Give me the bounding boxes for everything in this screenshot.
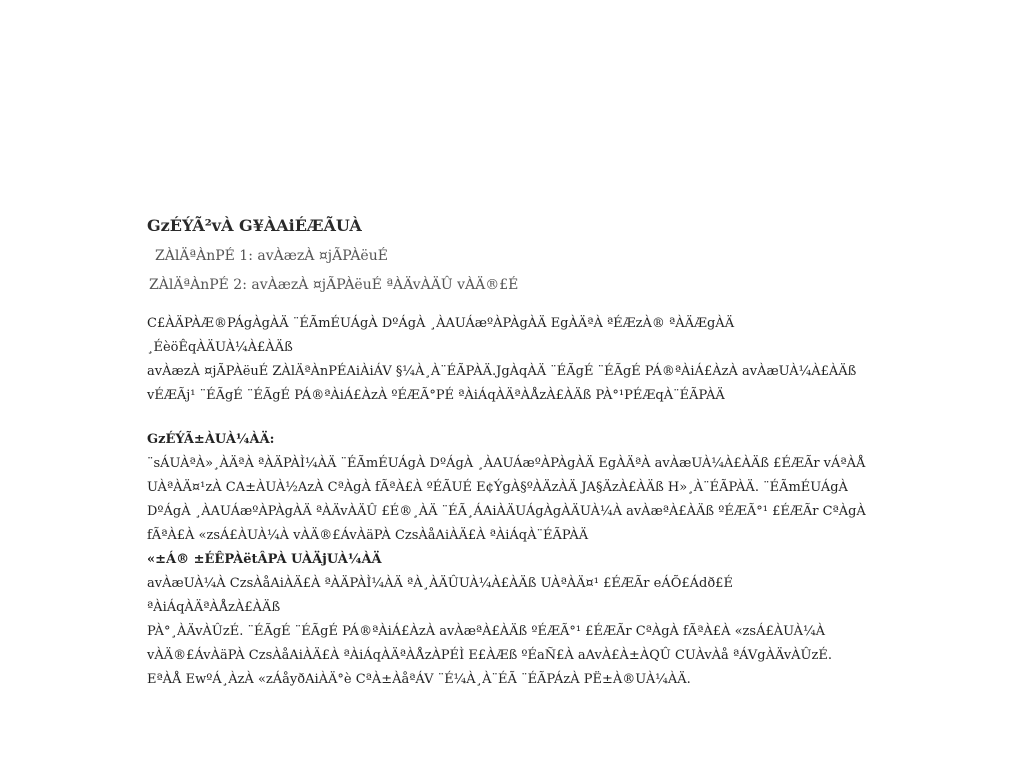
section-heading: GzÉÝÃ±ÀUÀ¼ÀÄ: [147,432,275,447]
intro-paragraph [147,312,867,408]
intro-line: vÉÆÃj¹ ¨ÉÃgÉ ¨ÉÃgÉ PÁ®ªÀiÁ£ÀzÀ ºÉÆÃ°PÉ ªÀiÁqÀÄªÀÅzÀ£ÀÄß PÀ°¹PÉÆqÀ¨ÉÃPÀÄ [147,388,725,403]
body-line: EªÀÅ EwºÁ¸ÀzÀ «zÁåyðAiÀÄ°è CªÀ±ÀåªÁV ¨É¼À¸À¨ÉÃ ¨ÉÃPÁzÀ PË±À®UÀ¼ÀÄ. [147,672,691,687]
subheading-line: «±Á® ±ÉÊPÀëtÂPÀ UÀÄjUÀ¼ÀÄ [147,552,382,567]
document-page [147,214,867,692]
activity-1-line: ZÀlÄªÀnPÉ 1: avÀæzÀ ¤jÃPÀëuÉ [155,248,388,264]
intro-line: avÀæzÀ ¤jÃPÀëuÉ ZÀlÄªÀnPÉAiÀiÁV §¼À¸À¨ÉÃPÀÄ.JgÀqÀÄ ¨ÉÃgÉ ¨ÉÃgÉ PÁ®ªÀiÁ£ÀzÀ avÀæUÀ¼À£ÀÄß [147,364,857,379]
objectives-paragraph [147,452,867,692]
body-line: DºÁgÀ ¸ÀAUÁæºÀPÀgÀÄ ªÀÄvÀÄÛ £É®¸ÀÄ ¨ÉÃ¸ÁAiÀÄUÁgÀgÀÄUÀ¼À avÀæªÀ£ÀÄß ºÉÆÃ°¹ £ÉÆÃr CªÀgÀ [147,504,866,519]
body-line: fÃªÀ£À «zsÁ£ÀUÀ¼À vÀÄ®£ÁvÀäPÀ CzsÀåAiÀÄ£À ªÀiÁqÀ¨ÉÃPÀÄ [147,528,589,543]
document-title: GzÉÝÃ²vÀ G¥ÀAiÉÆÃUÀ [147,216,362,235]
body-line: vÀÄ®£ÁvÀäPÀ CzsÀåAiÀÄ£À ªÀiÁqÀÄªÀÅzÀPÉÌ E£ÀÆß ºÉaÑ£À aAvÀ£À±ÀQÛ CUÀvÀå ªÁVgÀÄvÀÛzÉ. [147,648,832,663]
intro-line: C£ÀÄPÀÆ®PÁgÀgÀÄ ¨ÉÃmÉUÁgÀ DºÁgÀ ¸ÀAUÁæºÀPÀgÀÄ EgÀÄªÀ ªÉÆzÀ® ªÀÄÆgÀÄ ¸ÉèöÊqÀÄUÀ¼À£ÀÄß [147,316,735,355]
body-line: UÀªÀÄ¤¹zÀ CA±ÀUÀ½AzÀ CªÀgÀ fÃªÀ£À ºÉÃUÉ E¢ÝgÀ§ºÀÄzÀÄ JA§ÄzÀ£ÀÄß H»¸À¨ÉÃPÀÄ. ¨ÉÃmÉUÁgÀ [147,480,848,495]
body-line: ¨sÁUÀªÀ»¸ÀÄªÀ ªÀÄPÀÌ¼ÀÄ ¨ÉÃmÉUÁgÀ DºÁgÀ ¸ÀAUÁæºÀPÀgÀÄ EgÀÄªÀ avÀæUÀ¼À£ÀÄß £ÉÆÃr vÁªÀÅ [147,456,866,471]
body-line: avÀæUÀ¼À CzsÀåAiÀÄ£À ªÀÄPÀÌ¼ÀÄ ªÀ¸ÀÄÛUÀ¼À£ÀÄß UÀªÀÄ¤¹ £ÉÆÃr eÁÕ£Ádð£É ªÀiÁqÀÄªÀÅzÀ£ÀÄß [147,576,733,615]
body-line: PÀ°¸ÀÄvÀÛzÉ. ¨ÉÃgÉ ¨ÉÃgÉ PÁ®ªÀiÁ£ÀzÀ avÀæªÀ£ÀÄß ºÉÆÃ°¹ £ÉÆÃr CªÀgÀ fÃªÀ£À «zsÁ£ÀUÀ¼À [147,624,826,639]
activity-2-line: ZÀlÄªÀnPÉ 2: avÀæzÀ ¤jÃPÀëuÉ ªÀÄvÀÄÛ vÀÄ®£É [149,277,519,293]
